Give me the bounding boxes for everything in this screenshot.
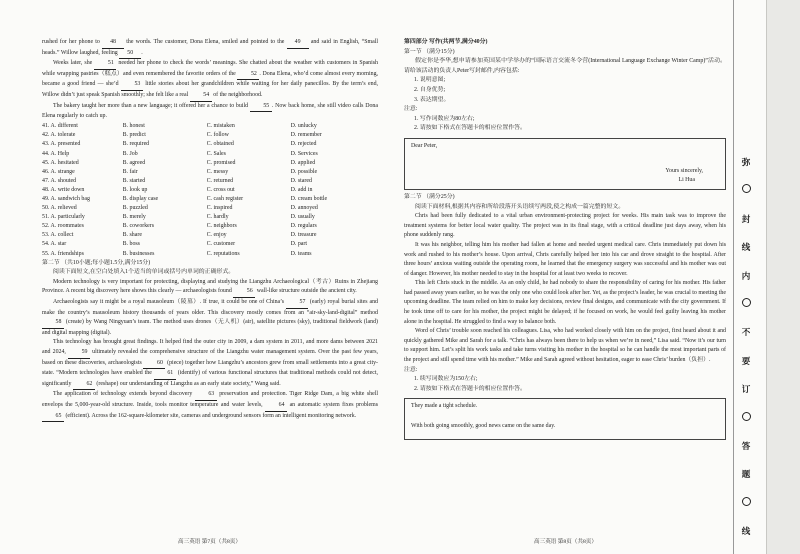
page-footer-right: 高三英语 第8页（共8页）: [534, 539, 597, 545]
left-page: [42, 38, 378, 422]
section-2-instruction: 阅读下面材料,根据其内容和所给段落开头语续写两段,使之构成一篇完整的短文。: [415, 203, 625, 210]
option-row: 46. A. strange B. fair C. messy D. possible: [42, 168, 318, 175]
answer-blank: 54: [190, 91, 212, 102]
answer-blank: 51: [94, 59, 116, 70]
part-4-title: 第四部分 写作(共两节,满分40分): [404, 39, 488, 45]
requirement-item: 2. 自身优势;: [414, 86, 446, 93]
passage-2: [42, 278, 378, 422]
letter-closing: Yours sincerely,: [665, 167, 703, 174]
answer-blank: 52: [237, 70, 259, 81]
binding-char: 答: [741, 440, 751, 451]
option-row: 42. A. tolerate B. predict C. follow D. remember: [42, 132, 322, 139]
note-item: 2. 请按如下格式在答题卡的相应位置作答。: [414, 385, 526, 392]
binding-char: 弥: [741, 157, 751, 167]
note-label: 注意:: [404, 366, 418, 373]
answer-blank: 63: [195, 390, 217, 401]
passage-1: [42, 38, 378, 122]
answer-blank: 56: [233, 287, 255, 298]
option-row: 52. A. roommates B. coworkers C. neighbors D. regulars: [42, 223, 317, 230]
answer-blank: 57: [286, 298, 308, 309]
option-row: 49. A. sandwich bag B. display case C. cash register D. cream bottle: [42, 196, 328, 202]
binding-char: 封: [741, 213, 751, 224]
section-2-title: 第二节 （共10小题;每小题1.5分,满分15分): [42, 259, 151, 266]
answer-blank: 59: [68, 348, 90, 359]
binding-circle-mark: [742, 184, 751, 193]
binding-char: 线: [741, 526, 751, 537]
continuation-opening-2: With both going smoothly, good news came on the same day.: [411, 423, 556, 429]
continuation-answer-box: [404, 398, 726, 440]
binding-char: 订: [741, 384, 751, 395]
binding-circle-mark: [742, 497, 751, 506]
section-1-prompt: 假定你是李华,想申请参加英国某中学举办的“国际语言交流冬令营(International Language Exchange Winter Camp)”活动。请给该活动的负责人Peter写封邮件,内容包括:: [404, 58, 726, 74]
option-row: 43. A. presented B. required C. obtained D. rejected: [42, 141, 317, 148]
binding-circle: [739, 297, 753, 325]
note-item: 1. 续写词数应为150左右;: [414, 376, 478, 383]
letter-signature: Li Hua: [678, 176, 695, 183]
passage-2-paragraph: Archaeologists say it might be a royal mausoleum（陵墓）. If true, it could be one of China’s 57 (early) royal burial sites and make the country’s mausoleum history thousands of years older. This discovery mostly comes from an “air-sky-land-digital” method 58 (create) by Wang Ningyuan’s team. The method uses drones（无人机）(air), satellite pictures (sky), traditional fieldwork (land) and digital mapping (digital).: [42, 299, 378, 336]
continuation-opening-1: They made a tight schedule.: [411, 403, 478, 410]
answer-blank: 61: [154, 369, 176, 380]
binding-circle-mark: [742, 412, 751, 421]
requirement-item: 1. 说明意图;: [414, 77, 446, 84]
binding-char: 不: [741, 327, 751, 338]
option-row: 55. A. friendships B. businesses C. reputations D. teams: [42, 250, 312, 257]
options-list: [42, 122, 378, 258]
answer-blank: 62: [73, 380, 95, 391]
binding-char: 线: [741, 242, 751, 253]
story-paragraph: Word of Chris’ trouble soon reached his colleagues. Lisa, who had worked closely with him on the project, first heard about it and quickly gathered Mike and Sarah for a talk. “Chris has always been there to help us when we’re in need,” Lisa said. “Now it’s our turn to support him. Let’s split his work tasks and take turns visiting his mother in the hospital so he can handle the most important parts of the project and still spend time with his mother.” Mike and Sarah agreed without hesitation, eager to ease Chris’ burden（负担）.: [404, 328, 726, 364]
story-paragraph: Chris had been fully dedicated to a vital urban environment-protecting project for weeks. His main task was to improve the treatment systems for better local water quality. The project was in its final stage, with a critical deadline just days away, when his phone suddenly rang.: [404, 213, 726, 239]
passage-1-paragraph: rushed for her phone to 48 the words. The customer, Dona Elena, smiled and pointed to the 49 and said in English, “Small heads.” Willow laughed, feeling 50 .: [42, 38, 378, 59]
page-footer-left: 高三英语 第7页（共8页）: [178, 539, 241, 545]
binding-circle: [739, 183, 753, 211]
answer-blank: 55: [250, 102, 272, 113]
option-row: 44. A. Help B. Job C. Sales D. Services: [42, 150, 318, 157]
page-edge-strip: [766, 0, 800, 554]
section-2-title: 第二节 （满分25分): [404, 193, 455, 200]
option-row: 53. A. collect B. share C. enjoy D. treasure: [42, 232, 317, 239]
passage-2-paragraph: Modern technology is very important for protecting, displaying and studying the Liangzhu Archaeological（考古）Ruins in Zhejiang Province. A recent big discovery here shows this clearly — archaeologists found 56 wall-like structure outside the ancient city.: [42, 278, 378, 298]
answer-blank: 64: [265, 401, 287, 412]
binding-char: 要: [741, 355, 751, 366]
right-page: [404, 38, 726, 440]
answer-blank: 48: [102, 38, 124, 49]
note-item: 2. 请按如下格式在答题卡的相应位置作答。: [414, 125, 526, 132]
answer-blank: 58: [42, 318, 64, 329]
letter-answer-box: [404, 138, 726, 190]
option-row: 45. A. hesitated B. agreed C. promised D. applied: [42, 159, 316, 166]
binding-circle: [739, 411, 753, 439]
story-paragraph: This left Chris stuck in the middle. As an only child, he had nobody to share the responsibility of caring for his mother. His father had passed away years earlier, so he was the only one who could look after her. Yet, as the project’s leader, he was crucial to meeting the upcoming deadline. The team relied on him to make key decisions, review final designs, and communicate with the city government. If he took time off to care for his mother, the project might be delayed; if he focused on work, he would feel guilty leaving his mother alone in the hospital. He struggled to find a way to balance both.: [404, 280, 726, 325]
answer-blank: 49: [287, 38, 309, 49]
binding-circle-mark: [742, 298, 751, 307]
answer-blank: 53: [121, 80, 143, 91]
section-1-title: 第一节 （满分15分): [404, 48, 455, 55]
option-row: 54. A. star B. boss C. customer D. part: [42, 241, 307, 248]
binding-circle: [739, 496, 753, 524]
option-row: 41. A. different B. honest C. mistaken D. unlucky: [42, 123, 317, 130]
option-row: 48. A. write down B. look up C. cross out D. add in: [42, 186, 313, 193]
option-row: 51. A. particularly B. merely C. hardly D. usually: [42, 214, 315, 221]
note-label: 注意:: [404, 106, 418, 113]
passage-1-paragraph: Weeks later, she 51 needed her phone to check the words’ meanings. She chatted about the weather with customers in Spanish while wrapping pastries（糕点）and even remembered the favorite orders of the 52 . Dona Elena, who’d come almost every morning, became a good friend — she’d 53 little stories about her grandchildren while waiting for her daily panecillos. By the term’s end, Willow didn’t just speak Spanish smoothly; she felt like a real 54 of the neighborhood.: [42, 59, 378, 101]
binding-warning-column: [739, 155, 753, 552]
option-row: 47. A. shouted B. started C. returned D. stared: [42, 177, 312, 184]
letter-greeting: Dear Peter,: [411, 142, 438, 149]
binding-char: 内: [741, 270, 751, 281]
option-row: 50. A. relieved B. puzzled C. inspired D. annoyed: [42, 205, 318, 212]
passage-1-paragraph: The bakery taught her more than a new language; it offered her a chance to build 55 . Now back home, she still video calls Dona Elena regularly to catch up.: [42, 102, 378, 120]
answer-blank: 65: [42, 412, 64, 423]
passage-2-paragraph: This technology has brought great findings. It helped find the outer city in 2009, a dam system in 2011, and more dams between 2021 and 2024, 59 ultimately revealed the comprehensive structure of the Liangzhu water management system. Over the past few years, based on these discoveries, archaeologists 60 (piece) together how Liangzhu’s ancestors grew from small settlements into a great city-state. “Modern technologies have enabled the 61 (identify) of various functional structures that traditional methods could not detect, significantly 62 (reshape) our understanding of Liangzhu as an early state society,” Wang said.: [42, 338, 378, 390]
answer-blank: 50: [119, 49, 141, 60]
story-passage: [404, 212, 726, 366]
requirement-item: 3. 表达期望。: [414, 96, 450, 103]
note-item: 1. 写作词数应为80左右;: [414, 115, 475, 122]
story-paragraph: It was his neighbor, telling him his mother had fallen at home and needed urgent medical care. Chris immediately put down his work and rushed to his mother’s house. Upon arrival, Chris carefully helped her into his car and drove straight to the hospital. After three hours’ anxious waiting outside the operating room, he learned that the emergency surgery was successful and his mother was out of danger. However, his mother needed to stay in the hospital for at least two weeks to recover.: [404, 241, 726, 277]
passage-2-paragraph: The application of technology extends beyond discovery 63 preservation and protection. Tiger Ridge Dam, a big white shell envelops the 5,000-year-old structure. Inside, tools monitor temperature and water levels, 64 an automatic system fixes problems 65 (efficient). Across the 162-square-kilometer site, cameras and underground sensors form an intelligent monitoring network.: [42, 390, 378, 422]
binding-char: 题: [741, 469, 751, 480]
section-2-instruction: 阅读下面短文,在空白处填入1个适当的单词或括号内单词的正确形式。: [53, 269, 235, 276]
answer-blank: 60: [143, 359, 165, 370]
